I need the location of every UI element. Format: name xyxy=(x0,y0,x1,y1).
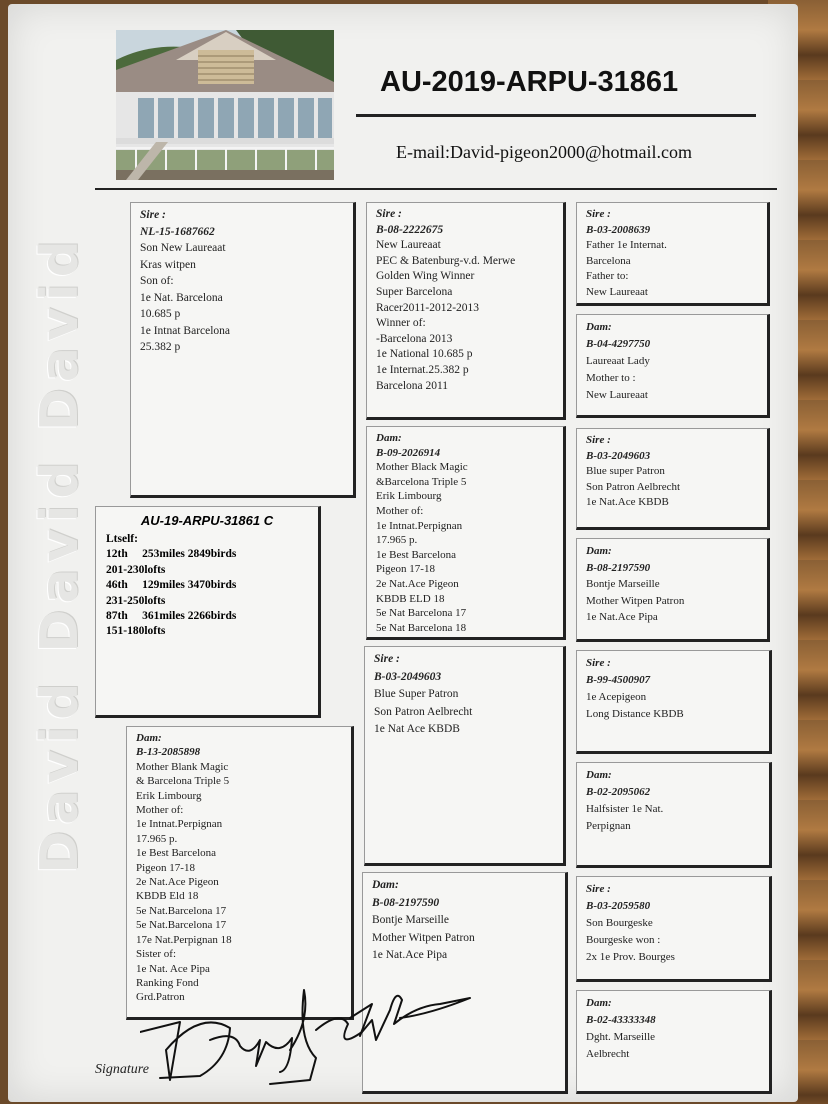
gen2-ring-number: B-03-2049603 xyxy=(374,670,442,683)
gen2-line: 1e Nat.Ace Pipa xyxy=(372,949,448,961)
gen3-box-3 xyxy=(576,428,770,530)
gen2-line: Son Patron Aelbrecht xyxy=(374,705,473,718)
gen2-line: Mother Witpen Patron xyxy=(372,931,475,944)
gen3-line: Mother to : xyxy=(586,372,636,384)
gen3-ring-number: B-02-43333348 xyxy=(586,1014,656,1026)
gen2-line: Bontje Marseille xyxy=(372,914,449,926)
gen2-line: 5e Nat Barcelona 18 xyxy=(376,621,467,634)
gen3-line: Laureaat Lady xyxy=(586,355,650,367)
dam-ring-number: B-13-2085898 xyxy=(136,746,201,759)
gen2-role: Sire : xyxy=(374,653,400,665)
dam-box xyxy=(126,726,354,1020)
self-result-line: Ltself: xyxy=(106,533,138,545)
gen3-role: Sire : xyxy=(586,434,611,446)
gen3-line: Father to: xyxy=(586,270,629,282)
sire-line: Son of: xyxy=(140,275,174,287)
sire-line: 10.685 p xyxy=(140,308,181,320)
gen3-role: Dam: xyxy=(586,321,612,333)
self-result-line: 46th 129miles 3470birds xyxy=(106,579,237,592)
gen2-line: Barcelona 2011 xyxy=(376,379,449,392)
dam-role: Dam: xyxy=(136,732,162,744)
signature-label: Signature xyxy=(95,1062,149,1077)
gen2-line: Winner of: xyxy=(376,317,426,330)
gen3-role: Dam: xyxy=(586,997,612,1009)
handwritten-signature xyxy=(140,980,480,1090)
dam-line: 1e Best Barcelona xyxy=(136,847,217,860)
gen2-line: Blue Super Patron xyxy=(374,688,459,700)
gen2-line: 5e Nat Barcelona 17 xyxy=(376,607,467,620)
gen3-line: New Laureaat xyxy=(586,389,648,401)
sire-line: 25.382 p xyxy=(140,341,181,353)
dam-line: 2e Nat.Ace Pigeon xyxy=(136,876,219,889)
sire-box xyxy=(130,202,356,498)
gen2-line: Pigeon 17-18 xyxy=(376,563,435,576)
gen2-line: 1e National 10.685 p xyxy=(376,348,473,361)
sire-line: 1e Intnat Barcelona xyxy=(140,324,231,337)
gen3-role: Dam: xyxy=(586,545,612,557)
gen3-ring-number: B-03-2008639 xyxy=(586,223,651,236)
sire-line: Kras witpen xyxy=(140,258,196,271)
dam-line: 17e Nat.Perpignan 18 xyxy=(136,933,232,946)
gen3-line: New Laureaat xyxy=(586,285,648,298)
gen3-role: Sire : xyxy=(586,657,611,669)
gen3-line: Bourgeske won : xyxy=(586,934,661,946)
gen2-line: &Barcelona Triple 5 xyxy=(376,475,467,488)
gen3-line: Dght. Marseille xyxy=(586,1031,656,1043)
gen2-ring-number: B-09-2026914 xyxy=(376,446,441,459)
gen2-line: Mother Black Magic xyxy=(376,461,468,474)
gen2-line: Erik Limbourg xyxy=(376,490,442,503)
self-result-line: 87th 361miles 2266birds xyxy=(106,610,237,623)
gen3-line: Barcelona xyxy=(586,254,631,267)
gen2-line: PEC & Batenburg-v.d. Merwe xyxy=(376,254,516,267)
self-result-line: 201-230lofts xyxy=(106,563,166,576)
dam-line: Mother Blank Magic xyxy=(136,760,229,773)
gen2-role: Sire : xyxy=(376,208,402,220)
gen2-role: Dam: xyxy=(372,879,399,891)
grandsire-paternal-box xyxy=(366,202,566,420)
gen3-line: Son Bourgeske xyxy=(586,917,653,929)
gen3-box-1 xyxy=(576,202,770,306)
dam-line: Erik Limbourg xyxy=(136,789,202,802)
dam-line: KBDB Eld 18 xyxy=(136,890,199,903)
grandsire-maternal-box xyxy=(364,646,566,866)
gen2-line: 1e Nat Ace KBDB xyxy=(374,723,460,735)
gen2-line: Golden Wing Winner xyxy=(376,270,475,283)
sire-ring-number: NL-15-1687662 xyxy=(140,225,215,238)
gen3-box-2 xyxy=(576,314,770,418)
gen2-line: 1e Internat.25.382 p xyxy=(376,363,469,376)
gen2-line: 1e Best Barcelona xyxy=(376,548,457,561)
gen2-line: New Laureaat xyxy=(376,239,441,252)
gen3-line: Blue super Patron xyxy=(586,465,665,477)
gen2-line: 1e Intnat.Perpignan xyxy=(376,519,463,532)
gen3-line: Aelbrecht xyxy=(586,1048,630,1060)
self-result-line: 151-180lofts xyxy=(106,625,166,638)
gen3-ring-number: B-99-4500907 xyxy=(586,674,651,686)
gen3-line: Son Patron Aelbrecht xyxy=(586,480,681,493)
gen3-box-7 xyxy=(576,876,772,982)
gen2-line: 2e Nat.Ace Pigeon xyxy=(376,577,459,590)
pigeon-self-box xyxy=(95,506,321,718)
gen3-ring-number: B-02-2095062 xyxy=(586,786,651,798)
granddam-paternal-box xyxy=(366,426,566,640)
gen2-line: Super Barcelona xyxy=(376,285,453,298)
dam-line: Ranking Fond xyxy=(136,976,199,989)
email-address: E-mail:David-pigeon2000@hotmail.com xyxy=(396,142,693,162)
gen2-line: Mother of: xyxy=(376,504,424,517)
gen3-role: Sire : xyxy=(586,883,611,895)
sire-role: Sire : xyxy=(140,209,166,221)
gen2-line: 17.965 p. xyxy=(376,534,418,547)
pigeon-id: AU-19-ARPU-31861 C xyxy=(140,513,274,528)
dam-line: Pigeon 17-18 xyxy=(136,861,195,874)
gen3-line: Father 1e Internat. xyxy=(586,239,667,251)
gen3-ring-number: B-03-2059580 xyxy=(586,900,651,912)
dam-line: & Barcelona Triple 5 xyxy=(136,775,230,788)
gen3-line: Mother Witpen Patron xyxy=(586,594,685,607)
gen3-box-5 xyxy=(576,650,772,754)
gen3-line: Perpignan xyxy=(586,820,631,832)
gen2-line: KBDB ELD 18 xyxy=(376,592,445,605)
house-photo xyxy=(116,30,334,180)
gen3-role: Dam: xyxy=(586,769,612,781)
sire-line: 1e Nat. Barcelona xyxy=(140,291,223,304)
gen3-line: 1e Nat.Ace Pipa xyxy=(586,611,658,623)
gen3-box-8 xyxy=(576,990,772,1094)
self-result-line: 12th 253miles 2849birds xyxy=(106,548,237,561)
gen3-line: 1e Nat.Ace KBDB xyxy=(586,496,669,508)
dam-line: Sister of: xyxy=(136,948,177,961)
dam-line: Grd.Patron xyxy=(136,991,185,1004)
dam-line: 5e Nat.Barcelona 17 xyxy=(136,919,227,932)
gen2-role: Dam: xyxy=(376,432,402,444)
gen2-line: Racer2011-2012-2013 xyxy=(376,301,480,314)
gen3-line: Long Distance KBDB xyxy=(586,708,684,720)
gen3-line: Halfsister 1e Nat. xyxy=(586,803,664,815)
gen2-ring-number: B-08-2222675 xyxy=(376,223,444,236)
gen2-line: -Barcelona 2013 xyxy=(376,332,453,345)
watermark-text: David David David xyxy=(30,234,90,874)
self-result-line: 231-250lofts xyxy=(106,594,166,607)
dam-line: 1e Nat. Ace Pipa xyxy=(136,962,210,975)
gen3-line: 1e Acepigeon xyxy=(586,691,647,703)
gen3-role: Sire : xyxy=(586,208,611,220)
title-divider xyxy=(356,114,756,117)
watermark xyxy=(30,14,90,1094)
dam-line: Mother of: xyxy=(136,804,184,817)
pedigree-title: AU-2019-ARPU-31861 xyxy=(380,66,679,98)
gen3-ring-number: B-08-2197590 xyxy=(586,561,651,574)
dam-line: 17.965 p. xyxy=(136,832,178,845)
gen3-line: 2x 1e Prov. Bourges xyxy=(586,951,675,963)
gen3-ring-number: B-03-2049603 xyxy=(586,449,651,462)
dam-line: 5e Nat.Barcelona 17 xyxy=(136,904,227,917)
gen2-ring-number: B-08-2197590 xyxy=(372,896,440,909)
gen3-line: Bontje Marseille xyxy=(586,578,660,590)
gen3-box-6 xyxy=(576,762,772,868)
gen3-box-4 xyxy=(576,538,770,642)
sire-line: Son New Laureaat xyxy=(140,242,226,254)
gen3-ring-number: B-04-4297750 xyxy=(586,338,651,350)
header-divider xyxy=(95,188,777,190)
dam-line: 1e Intnat.Perpignan xyxy=(136,818,223,831)
